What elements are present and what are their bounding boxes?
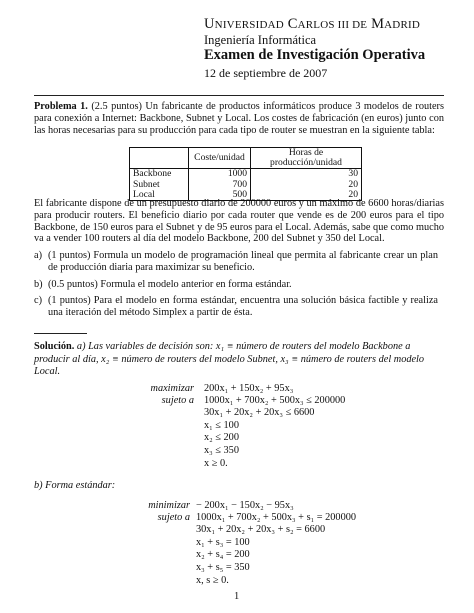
solution-intro: Solución. a) Las variables de decisión son: x₁ ≡ número de routers del modelo Backbone a producir al día, x₂ ≡ número de routers del modelo Subnet, x₃ ≡ número de routers del modelo Local. — [34, 341, 425, 377]
model-a: maximizar sujeto a 200x₁ + 150x₂ + 95x₃ 1000x₁ + 700x₂ + 500x₃ ≤ 200000 30x₁ + 20x₂ + 20x₃ ≤ 6600 x₁ ≤ 100 x₂ ≤ 200 x₃ ≤ 350 x ≥ 0. — [150, 383, 346, 469]
page-number: 1 — [234, 591, 240, 602]
degree-name: Ingeniería Informática — [204, 33, 317, 47]
part-b-label: b) Forma estándar: — [34, 480, 116, 491]
table-header-row: Coste/unidad Horas de producción/unidad — [130, 148, 362, 169]
exam-date: 12 de septiembre de 2007 — [204, 66, 328, 80]
question-b: b) (0.5 puntos) Formula el modelo anterior en forma estándar. — [34, 279, 292, 290]
table-row: Subnet 700 20 — [130, 180, 362, 190]
problem-body: El fabricante dispone de un presupuesto diario de 200000 euros y un máximo de 6600 horas/diarias para producir routers. El beneficio diario por cada router que vende es de 200 euros para el tipo Backbone, de 150 euros para el Subnet y de 95 euros para el Local. Además, sabe que como mucho va a vender 100 routers al día del modelo Backbone, 200 del Subnet y 350 del Local. — [34, 198, 444, 245]
header-divider — [34, 95, 444, 96]
exam-title: Examen de Investigación Operativa — [204, 47, 426, 63]
question-c: c) (1 puntos) Para el modelo en forma estándar, encuentra una solución básica factible y realiza una iteración del método Simplex a partir de ésta. — [34, 295, 438, 318]
problem-label: Problema 1. — [34, 101, 88, 112]
model-b: minimizar sujeto a − 200x₁ − 150x₂ − 95x₃ 1000x₁ + 700x₂ + 500x₃ + s₁ = 200000 30x₁ + 20x₂ + 20x₃ + s₂ = 6600 x₁ + s₃ = 100 x₂ + s₄ = 200 x₃ + s₅ = 350 x, s ≥ 0. — [148, 500, 357, 586]
solution-divider — [34, 333, 87, 334]
table-row: Backbone 1000 30 — [130, 169, 362, 180]
university-name: UNIVERSIDAD CARLOS III DE MADRID — [204, 16, 420, 32]
problem-intro: Problema 1. (2.5 puntos) Un fabricante de productos informáticos produce 3 modelos de routers para conexión a Internet: Backbone, Subnet y Local. Los costes de fabricación (en euros) junto con las horas necesarias para su producción para cada tipo de router se muestran en la siguiente tabla: — [34, 101, 444, 136]
table-row: Local 500 20 — [130, 190, 362, 201]
cost-table — [129, 147, 362, 201]
question-a: a) (1 puntos) Formula un modelo de programación lineal que permita al fabricante crear un plan de producción diaria para maximizar su beneficio. — [34, 250, 438, 273]
